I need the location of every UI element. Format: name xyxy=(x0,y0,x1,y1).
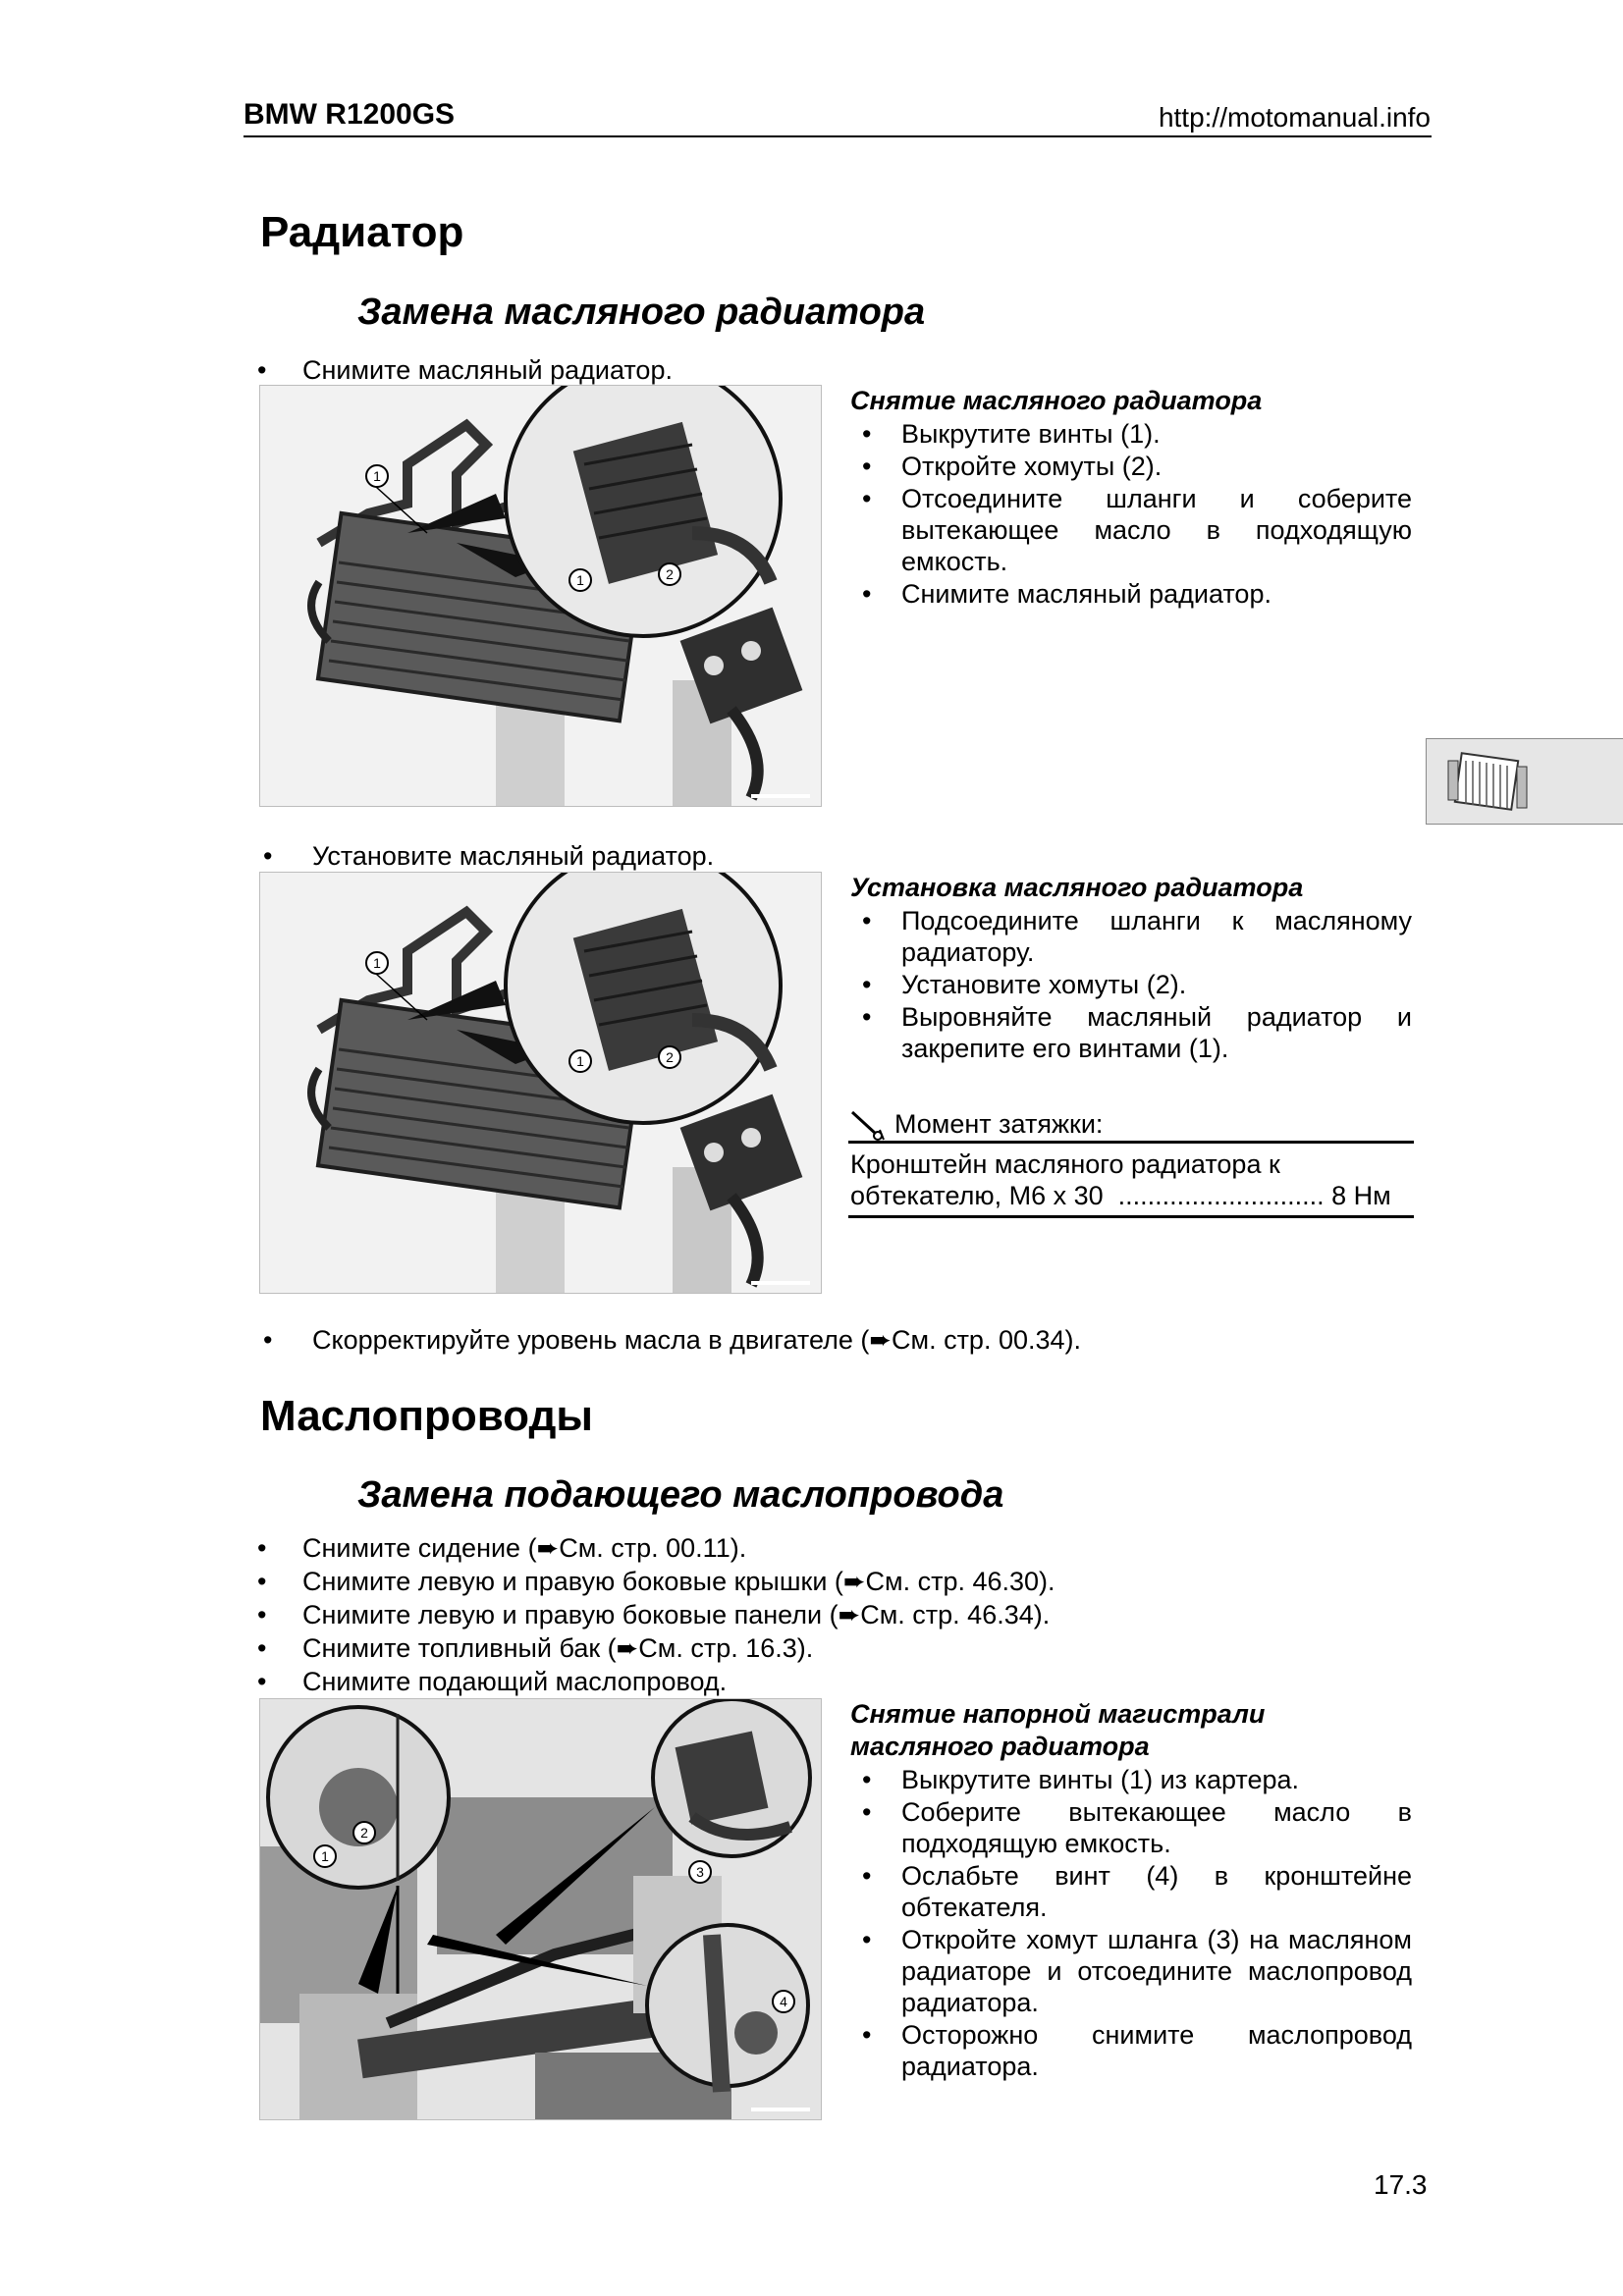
chapter-tab[interactable] xyxy=(1426,738,1623,825)
callout-1: 1 xyxy=(321,1848,329,1864)
list-item: • Снимите левую и правую боковые крышки (➨См. стр. 46.30). xyxy=(257,1567,1055,1596)
prep-steps-list xyxy=(257,1533,1141,1700)
list-item: • Откройте хомуты (2). xyxy=(862,452,1163,481)
heading-cooler-installation: Установка масляного радиатора xyxy=(850,873,1304,902)
oil-cooler-illustration xyxy=(260,873,821,1293)
list-item: • Осторожно снимите маслопровод радиатора. xyxy=(862,2020,1412,2081)
callout-2: 2 xyxy=(360,1825,368,1841)
heading-feed-line-removal: Снятие напорной магистрали масляного радиатора xyxy=(850,1699,1266,1761)
list-item: • Отсоедините шланги и соберите вытекающее масло в подходящую емкость. xyxy=(862,484,1412,576)
heading-cooler-removal: Снятие масляного радиатора xyxy=(850,386,1263,415)
callout-4: 4 xyxy=(780,1994,787,2009)
list-item: • Снимите масляный радиатор. xyxy=(862,579,1271,609)
list-item: • Снимите подающий маслопровод. xyxy=(257,1667,728,1696)
torque-top-rule xyxy=(848,1141,1414,1144)
section-title-oil-lines: Маслопроводы xyxy=(260,1392,593,1440)
list-item: • Снимите топливный бак (➨См. стр. 16.3). xyxy=(257,1633,814,1663)
subtitle-oil-cooler-replacement: Замена масляного радиатора xyxy=(357,292,926,333)
radiator-icon xyxy=(1427,739,1623,824)
torque-title: Момент затяжки: xyxy=(894,1109,1104,1139)
callout-2: 2 xyxy=(666,1049,674,1065)
header-title: BMW R1200GS xyxy=(243,98,456,131)
list-item: • Выкрутите винты (1) из картера. xyxy=(862,1765,1299,1794)
callout-1: 1 xyxy=(373,955,381,971)
torque-spec: Кронштейн масляного радиатора к обтекателю, M6 x 30 ............................ 8 Нм xyxy=(850,1149,1391,1210)
list-item: • Выровняйте масляный радиатор и закрепите его винтами (1). xyxy=(862,1002,1412,1063)
steps-feed-line-removal xyxy=(850,1764,1412,2083)
list-item: • Снимите левую и правую боковые панели (➨См. стр. 46.34). xyxy=(257,1600,1051,1629)
feed-line-illustration xyxy=(260,1699,821,2119)
subtitle-feed-line-replacement: Замена подающего маслопровода xyxy=(357,1474,1004,1516)
page-number: 17.3 xyxy=(1374,2169,1428,2200)
header-divider xyxy=(243,135,1432,137)
list-item: • Установите хомуты (2). xyxy=(862,970,1187,999)
oil-cooler-illustration xyxy=(260,386,821,806)
steps-cooler-removal xyxy=(850,418,1412,611)
steps-cooler-installation xyxy=(850,905,1412,1065)
torque-bottom-rule xyxy=(848,1215,1414,1218)
bullet-dot: • xyxy=(257,355,267,385)
torque-wrench-icon xyxy=(850,1108,886,1142)
photo-oil-cooler-removal xyxy=(259,385,822,807)
callout-2: 2 xyxy=(666,566,674,582)
list-item: • Подсоедините шланги к масляному радиатору. xyxy=(862,906,1412,967)
callout-3: 3 xyxy=(696,1864,704,1880)
list-item: • Откройте хомут шланга (3) на масляном радиаторе и отсоедините маслопровод радиатора. xyxy=(862,1925,1412,2017)
list-item: • Снимите сидение (➨См. стр. 00.11). xyxy=(257,1533,747,1563)
callout-1: 1 xyxy=(373,468,381,484)
callout-1: 1 xyxy=(576,1053,584,1069)
header-url[interactable]: http://motomanual.info xyxy=(1158,102,1431,133)
list-item: • Соберите вытекающее масло в подходящую емкость. xyxy=(862,1797,1412,1858)
list-item: • Ослабьте винт (4) в кронштейне обтекателя. xyxy=(862,1861,1412,1922)
section-title-radiator: Радиатор xyxy=(260,208,464,256)
callout-1: 1 xyxy=(576,572,584,588)
photo-feed-line-removal xyxy=(259,1698,822,2120)
photo-oil-cooler-installation xyxy=(259,872,822,1294)
list-item: • Выкрутите винты (1). xyxy=(862,419,1161,449)
